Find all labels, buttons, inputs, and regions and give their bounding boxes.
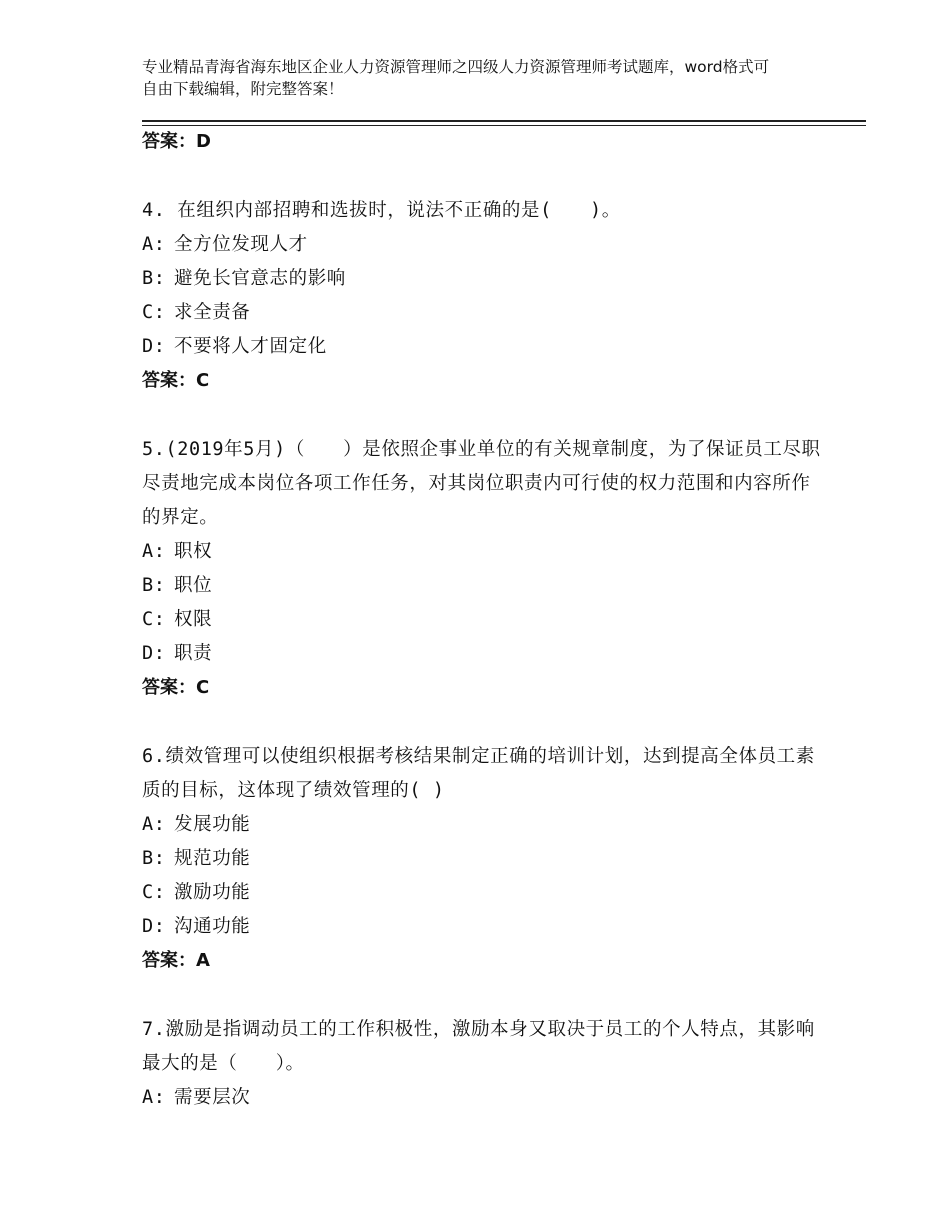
option-text: 规范功能 — [174, 848, 251, 869]
option-c — [142, 296, 822, 330]
option-c — [142, 603, 822, 637]
option-key: C: — [142, 302, 166, 323]
option-key: A: — [142, 234, 166, 255]
question-6 — [142, 740, 822, 978]
option-d — [142, 910, 822, 944]
option-text: 职责 — [174, 643, 213, 664]
option-key: C: — [142, 609, 166, 630]
option-b — [142, 569, 822, 603]
option-a — [142, 808, 822, 842]
option-text: 全方位发现人才 — [174, 234, 308, 255]
option-key: D: — [142, 336, 166, 357]
option-d — [142, 330, 822, 364]
option-a — [142, 1081, 822, 1115]
question-stem: 4. 在组织内部招聘和选拔时，说法不正确的是( )。 — [142, 200, 621, 221]
answer-line: 答案：D — [142, 131, 211, 152]
answer-line: 答案：C — [142, 370, 210, 391]
option-key: B: — [142, 848, 166, 869]
option-text: 职权 — [174, 541, 213, 562]
option-text: 激励功能 — [174, 882, 251, 903]
question-5 — [142, 433, 822, 705]
option-key: A: — [142, 1087, 166, 1108]
answer-line: 答案：A — [142, 950, 210, 971]
question-7 — [142, 1013, 822, 1115]
question-stem: 6.绩效管理可以使组织根据考核结果制定正确的培训计划，达到提高全体员工素质的目标，这体现了绩效管理的( ) — [142, 746, 815, 801]
option-b — [142, 842, 822, 876]
option-text: 避免长官意志的影响 — [174, 268, 346, 289]
header-divider — [142, 120, 866, 122]
answer-line: 答案：C — [142, 677, 210, 698]
option-key: B: — [142, 268, 166, 289]
option-key: D: — [142, 643, 166, 664]
document-body — [142, 125, 822, 1115]
option-key: A: — [142, 814, 166, 835]
option-text: 需要层次 — [174, 1087, 251, 1108]
option-a — [142, 535, 822, 569]
option-key: A: — [142, 541, 166, 562]
option-text: 不要将人才固定化 — [174, 336, 327, 357]
option-text: 权限 — [174, 609, 213, 630]
option-a — [142, 228, 822, 262]
option-text: 沟通功能 — [174, 916, 251, 937]
option-text: 职位 — [174, 575, 213, 596]
option-b — [142, 262, 822, 296]
option-text: 求全责备 — [174, 302, 251, 323]
question-stem: 7.激励是指调动员工的工作积极性，激励本身又取决于员工的个人特点，其影响最大的是（ ）。 — [142, 1019, 815, 1074]
option-key: D: — [142, 916, 166, 937]
option-key: B: — [142, 575, 166, 596]
question-stem: 5.(2019年5月)（ ）是依照企事业单位的有关规章制度，为了保证员工尽职尽责地完成本岗位各项工作任务，对其岗位职责内可行使的权力范围和内容所作的界定。 — [142, 439, 821, 528]
option-d — [142, 637, 822, 671]
option-key: C: — [142, 882, 166, 903]
page-header: 专业精品青海省海东地区企业人力资源管理师之四级人力资源管理师考试题库，word格式可自由下载编辑，附完整答案！ — [142, 58, 770, 98]
question-4 — [142, 194, 822, 398]
option-text: 发展功能 — [174, 814, 251, 835]
option-c — [142, 876, 822, 910]
